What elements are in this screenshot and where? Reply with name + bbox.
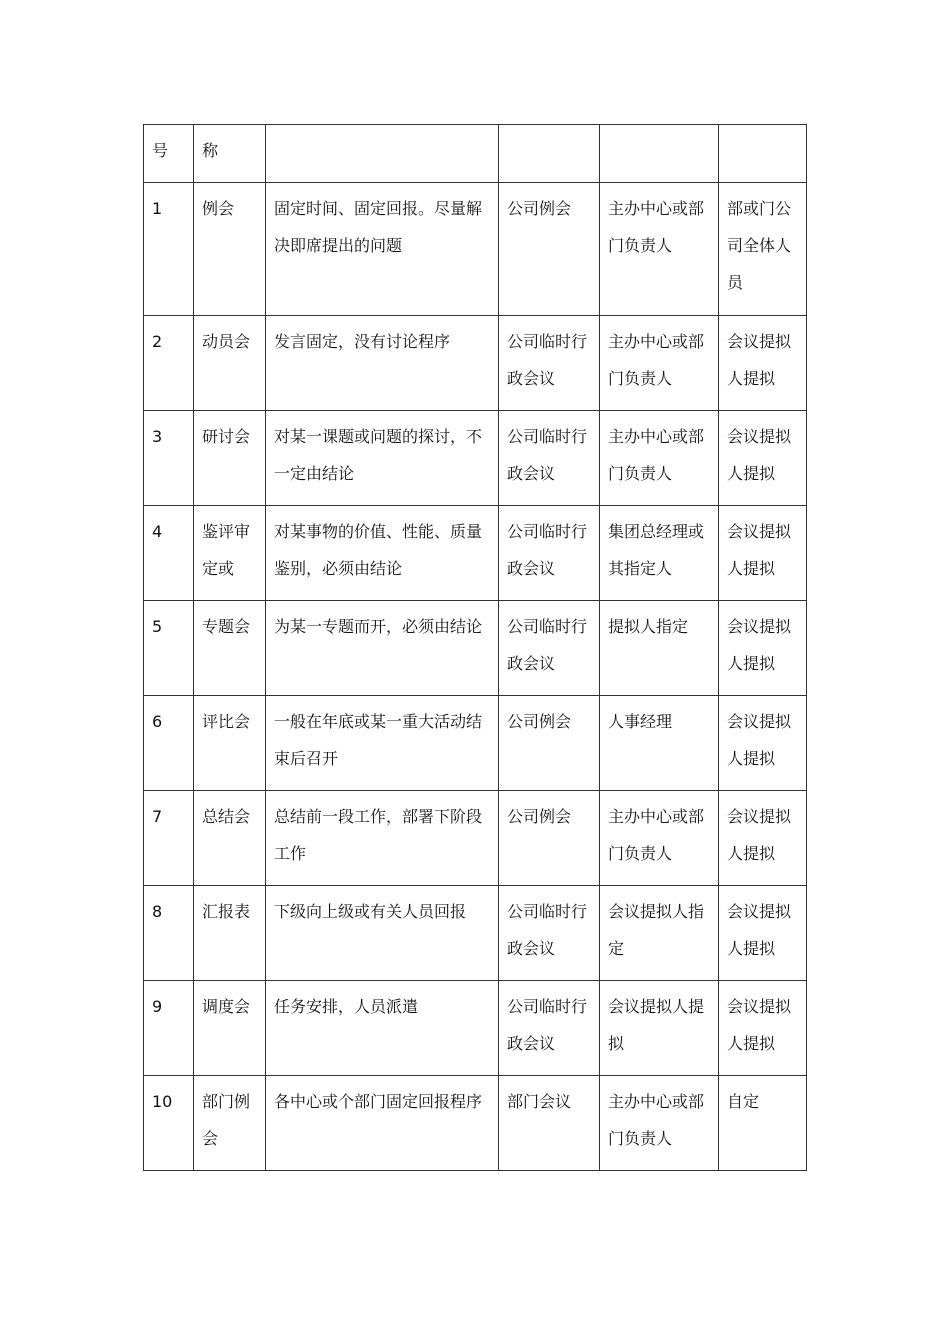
meeting-type-cell: 公司临时行政会议 — [499, 506, 600, 601]
table-row — [144, 183, 807, 316]
attendees-cell: 会议提拟人提拟 — [719, 601, 807, 696]
organizer-cell: 会议提拟人指定 — [600, 886, 719, 981]
table-row — [144, 506, 807, 601]
row-number-cell: 10 — [144, 1076, 194, 1171]
description-cell: 任务安排，人员派遣 — [266, 981, 499, 1076]
description-cell: 固定时间、固定回报。尽量解决即席提出的问题 — [266, 183, 499, 316]
table-row — [144, 981, 807, 1076]
meeting-type-cell: 公司例会 — [499, 183, 600, 316]
description-cell: 对某一课题或问题的探讨，不一定由结论 — [266, 411, 499, 506]
meeting-type-cell: 公司临时行政会议 — [499, 886, 600, 981]
description-cell: 下级向上级或有关人员回报 — [266, 886, 499, 981]
meeting-name-cell: 评比会 — [194, 696, 266, 791]
meeting-name-cell: 鉴评审定或 — [194, 506, 266, 601]
row-number-cell: 9 — [144, 981, 194, 1076]
table-row — [144, 886, 807, 981]
meeting-name-cell: 例会 — [194, 183, 266, 316]
meeting-type-cell: 公司例会 — [499, 696, 600, 791]
meeting-name-cell: 汇报表 — [194, 886, 266, 981]
meeting-type-cell: 公司临时行政会议 — [499, 411, 600, 506]
table-row — [144, 696, 807, 791]
row-number-cell: 4 — [144, 506, 194, 601]
header-cell-5 — [600, 125, 719, 183]
description-cell: 总结前一段工作，部署下阶段工作 — [266, 791, 499, 886]
header-cell-3 — [266, 125, 499, 183]
meeting-name-cell: 调度会 — [194, 981, 266, 1076]
row-number-cell: 5 — [144, 601, 194, 696]
description-cell: 为某一专题而开，必须由结论 — [266, 601, 499, 696]
table-row — [144, 601, 807, 696]
meeting-name-cell: 动员会 — [194, 316, 266, 411]
meeting-types-table — [143, 124, 807, 1171]
header-cell-name: 称 — [194, 125, 266, 183]
meeting-name-cell: 部门例会 — [194, 1076, 266, 1171]
organizer-cell: 主办中心或部门负责人 — [600, 183, 719, 316]
attendees-cell: 会议提拟人提拟 — [719, 411, 807, 506]
attendees-cell: 会议提拟人提拟 — [719, 886, 807, 981]
row-number-cell: 7 — [144, 791, 194, 886]
attendees-cell: 会议提拟人提拟 — [719, 506, 807, 601]
organizer-cell: 主办中心或部门负责人 — [600, 791, 719, 886]
organizer-cell: 主办中心或部门负责人 — [600, 1076, 719, 1171]
description-cell: 各中心或个部门固定回报程序 — [266, 1076, 499, 1171]
meeting-type-cell: 公司临时行政会议 — [499, 601, 600, 696]
row-number-cell: 1 — [144, 183, 194, 316]
description-cell: 发言固定，没有讨论程序 — [266, 316, 499, 411]
organizer-cell: 人事经理 — [600, 696, 719, 791]
table-header-row — [144, 125, 807, 183]
attendees-cell: 自定 — [719, 1076, 807, 1171]
organizer-cell: 提拟人指定 — [600, 601, 719, 696]
meeting-type-cell: 公司临时行政会议 — [499, 981, 600, 1076]
header-cell-4 — [499, 125, 600, 183]
meeting-name-cell: 总结会 — [194, 791, 266, 886]
attendees-cell: 会议提拟人提拟 — [719, 981, 807, 1076]
table-row — [144, 316, 807, 411]
meeting-name-cell: 研讨会 — [194, 411, 266, 506]
organizer-cell: 主办中心或部门负责人 — [600, 316, 719, 411]
meeting-type-cell: 部门会议 — [499, 1076, 600, 1171]
organizer-cell: 集团总经理或其指定人 — [600, 506, 719, 601]
row-number-cell: 8 — [144, 886, 194, 981]
table-row — [144, 791, 807, 886]
meeting-type-cell: 公司临时行政会议 — [499, 316, 600, 411]
row-number-cell: 6 — [144, 696, 194, 791]
description-cell: 一般在年底或某一重大活动结束后召开 — [266, 696, 499, 791]
attendees-cell: 会议提拟人提拟 — [719, 791, 807, 886]
table-row — [144, 1076, 807, 1171]
row-number-cell: 3 — [144, 411, 194, 506]
attendees-cell: 部或门公司全体人员 — [719, 183, 807, 316]
organizer-cell: 主办中心或部门负责人 — [600, 411, 719, 506]
table-row — [144, 411, 807, 506]
attendees-cell: 会议提拟人提拟 — [719, 316, 807, 411]
meeting-type-cell: 公司例会 — [499, 791, 600, 886]
description-cell: 对某事物的价值、性能、质量鉴别，必须由结论 — [266, 506, 499, 601]
meeting-name-cell: 专题会 — [194, 601, 266, 696]
header-cell-number: 号 — [144, 125, 194, 183]
row-number-cell: 2 — [144, 316, 194, 411]
attendees-cell: 会议提拟人提拟 — [719, 696, 807, 791]
organizer-cell: 会议提拟人提拟 — [600, 981, 719, 1076]
header-cell-6 — [719, 125, 807, 183]
